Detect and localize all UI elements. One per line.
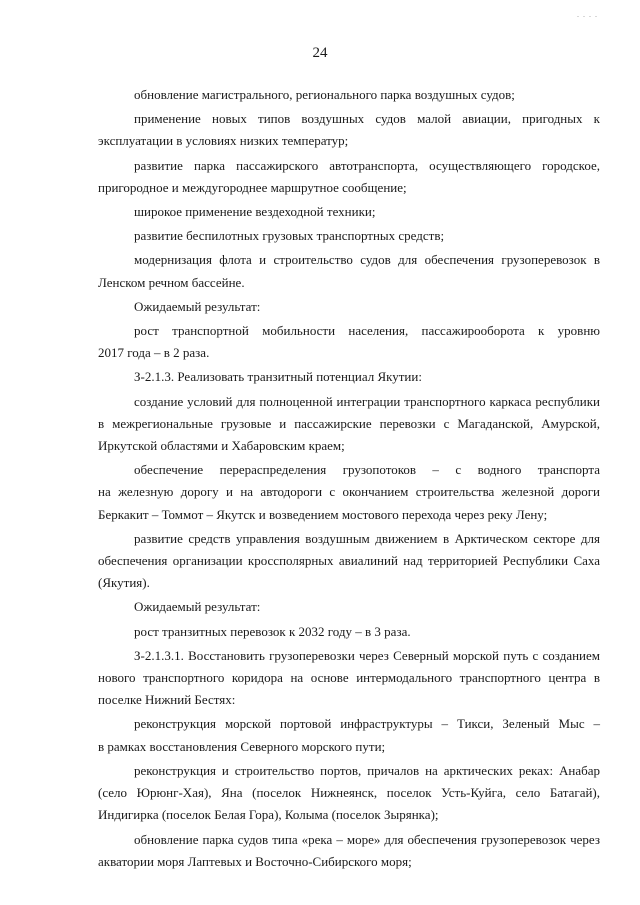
paragraph-line: пригородное и междугороднее маршрутное сообщение; bbox=[98, 179, 407, 195]
paragraph-line: (Якутия). bbox=[98, 575, 150, 591]
paragraph-line: реконструкция морской портовой инфраструктуры – Тикси, Зеленый Мыс – bbox=[134, 716, 600, 732]
paragraph-line: Ожидаемый результат: bbox=[134, 298, 261, 314]
paragraph-line: З-2.1.3.1. Восстановить грузоперевозки через Северный морской путь с созданием bbox=[134, 647, 600, 663]
paragraph-line: развитие парка пассажирского автотранспорта, осуществляющего городское, bbox=[134, 157, 600, 173]
paragraph-line: 2017 года – в 2 раза. bbox=[98, 345, 210, 361]
paragraph-line: рост транзитных перевозок к 2032 году – в 3 раза. bbox=[134, 623, 411, 639]
document-body bbox=[98, 84, 600, 873]
paragraph-line: широкое применение вездеходной техники; bbox=[134, 204, 376, 220]
paragraph-line: в межрегиональные грузовые и пассажирские перевозки с Магаданской, Амурской, bbox=[98, 415, 600, 431]
paragraph-line: модернизация флота и строительство судов для обеспечения грузоперевозок в bbox=[134, 252, 600, 268]
paragraph-line: Индигирка (поселок Белая Гора), Колыма (поселок Зырянка); bbox=[98, 807, 439, 823]
paragraph-line: эксплуатации в условиях низких температур; bbox=[98, 133, 349, 149]
paragraph-line: обеспечение перераспределения грузопотоков – с водного транспорта bbox=[134, 462, 600, 478]
paragraph-line: Беркакит – Томмот – Якутск и возведением мостового перехода через реку Лену; bbox=[98, 506, 548, 522]
paragraph-line: Иркутской областями и Хабаровским краем; bbox=[98, 438, 345, 454]
paragraph-line: акватории моря Лаптевых и Восточно-Сибирского моря; bbox=[98, 853, 412, 869]
paragraph-line: применение новых типов воздушных судов малой авиации, пригодных к bbox=[134, 111, 600, 127]
paragraph-line: Ленском речном бассейне. bbox=[98, 274, 245, 290]
paragraph-line: нового транспортного коридора на основе интермодального транспортного центра в bbox=[98, 670, 600, 686]
paragraph-line: обновление магистрального, регионального парка воздушных судов; bbox=[134, 87, 515, 102]
paragraph-line: рост транспортной мобильности населения, пассажирооборота к уровню bbox=[134, 323, 600, 339]
page-number: 24 bbox=[312, 45, 328, 61]
paragraph-line: поселке Нижний Бестях: bbox=[98, 692, 236, 708]
paragraph-line: обновление парка судов типа «река – море» для обеспечения грузоперевозок через bbox=[134, 831, 600, 847]
paragraph-line: создание условий для полноценной интеграции транспортного каркаса республики bbox=[134, 393, 600, 409]
paragraph-line: (село Юрюнг-Хая), Яна (поселок Нижнеянск, поселок Усть-Куйга, село Батагай), bbox=[98, 785, 600, 801]
paragraph-line: развитие беспилотных грузовых транспортных средств; bbox=[134, 228, 445, 244]
paragraph-line: Ожидаемый результат: bbox=[134, 599, 261, 615]
paragraph-line: обеспечения организации кроссполярных авиалиний над территорией Республики Саха bbox=[98, 553, 600, 569]
paragraph-line: З-2.1.3. Реализовать транзитный потенциал Якутии: bbox=[134, 369, 422, 385]
paragraph-line: на железную дорогу и на автодороги с окончанием строительства железной дороги bbox=[98, 484, 600, 500]
paragraph-line: развитие средств управления воздушным движением в Арктическом секторе для bbox=[134, 530, 600, 546]
paragraph-line: реконструкция и строительство портов, причалов на арктических реках: Анабар bbox=[134, 762, 600, 778]
paragraph-line: в рамках восстановления Северного морского пути; bbox=[98, 738, 386, 754]
scan-mark: . . . . bbox=[577, 10, 598, 19]
